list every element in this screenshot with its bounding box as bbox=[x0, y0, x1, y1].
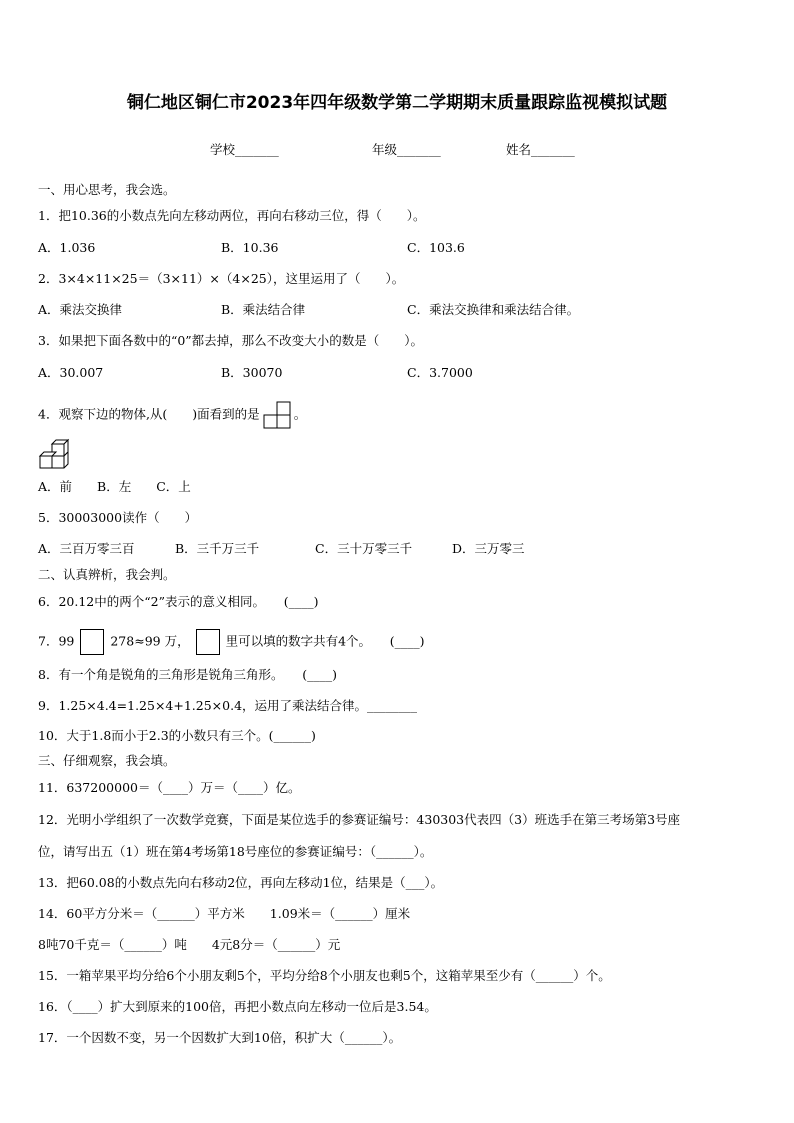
option-b: B．三千万三千 bbox=[175, 541, 260, 556]
question-15: 15．一箱苹果平均分给6个小朋友剩5个，平均分给8个小朋友也剩5个，这箱苹果至少有（______）个。 bbox=[38, 968, 611, 983]
option-a: A．乘法交换律 bbox=[38, 302, 123, 317]
question-14-line1: 14．60平方分米＝（______）平方米 1.09米＝（______）厘米 bbox=[38, 906, 411, 921]
question-11: 11．637200000＝（____）万＝（____）亿。 bbox=[38, 780, 301, 795]
page-title: 铜仁地区铜仁市2023年四年级数学第二学期期末质量跟踪监视模拟试题 bbox=[126, 93, 668, 113]
question-4 bbox=[38, 401, 306, 429]
question-17: 17．一个因数不变，另一个因数扩大到10倍，积扩大（______）。 bbox=[38, 1030, 402, 1045]
question-4-end: 。 bbox=[293, 406, 307, 422]
question-7-part1: 7．99 bbox=[38, 633, 75, 649]
section-2-heading: 二、认真辨析，我会判。 bbox=[38, 567, 176, 582]
question-9: 9．1.25×4.4=1.25×4+1.25×0.4，运用了乘法结合律。________ bbox=[38, 698, 418, 713]
question-16: 16．（____）扩大到原来的100倍，再把小数点向左移动一位后是3.54。 bbox=[38, 999, 437, 1014]
question-5: 5．30003000读作（ ） bbox=[38, 510, 198, 525]
question-4-text: 4．观察下边的物体,从( )面看到的是 bbox=[38, 406, 260, 422]
question-2: 2．3×4×11×25＝（3×11）×（4×25），这里运用了（ ）。 bbox=[38, 271, 405, 286]
question-7-part3: 里可以填的数字共有4个。 (____) bbox=[225, 633, 425, 649]
question-8: 8．有一个角是锐角的三角形是锐角三角形。 (____) bbox=[38, 667, 337, 682]
stacked-cubes-figure bbox=[36, 430, 74, 470]
option-a: A．1.036 bbox=[38, 240, 96, 255]
question-3: 3．如果把下面各数中的“0”都去掉，那么不改变大小的数是（ ）。 bbox=[38, 333, 423, 348]
option-b: B．10.36 bbox=[221, 240, 279, 255]
question-12-line1: 12．光明小学组织了一次数学竞赛，下面是某位选手的参赛证编号：430303代表四（3）班选手在第三考场第3号座 bbox=[38, 812, 681, 827]
name-field: 姓名_______ bbox=[506, 142, 575, 157]
question-4-options: A．前 B．左 C．上 bbox=[38, 479, 191, 494]
option-c: C．103.6 bbox=[407, 240, 465, 255]
grade-field: 年级_______ bbox=[372, 142, 441, 157]
top-view-squares-icon bbox=[262, 401, 292, 429]
question-14-line2: 8吨70千克＝（______）吨 4元8分＝（______）元 bbox=[38, 937, 341, 952]
section-1-heading: 一、用心思考，我会选。 bbox=[38, 182, 176, 197]
option-c: C．三十万零三千 bbox=[315, 541, 413, 556]
option-b: B．乘法结合律 bbox=[221, 302, 306, 317]
question-1: 1．把10.36的小数点先向左移动两位，再向右移动三位，得（ ）。 bbox=[38, 208, 426, 223]
question-7 bbox=[38, 629, 425, 655]
question-7-part2: 278≈99 万， bbox=[110, 633, 190, 649]
question-12-line2: 位，请写出五（1）班在第4考场第18号座位的参赛证编号：（______）。 bbox=[38, 844, 433, 859]
question-13: 13．把60.08的小数点先向右移动2位，再向左移动1位，结果是（___）。 bbox=[38, 875, 444, 890]
option-c: C．乘法交换律和乘法结合律。 bbox=[407, 302, 580, 317]
question-6: 6．20.12中的两个“2”表示的意义相同。 (____) bbox=[38, 594, 319, 609]
option-c: C．3.7000 bbox=[407, 365, 473, 380]
option-d: D．三万零三 bbox=[452, 541, 525, 556]
school-field: 学校_______ bbox=[210, 142, 279, 157]
question-10: 10．大于1.8而小于2.3的小数只有三个。(______) bbox=[38, 728, 316, 743]
option-b: B．30070 bbox=[221, 365, 283, 380]
section-3-heading: 三、仔细观察，我会填。 bbox=[38, 753, 176, 768]
option-a: A．30.007 bbox=[38, 365, 104, 380]
answer-box bbox=[196, 629, 220, 655]
answer-box bbox=[80, 629, 104, 655]
option-a: A．三百万零三百 bbox=[38, 541, 135, 556]
